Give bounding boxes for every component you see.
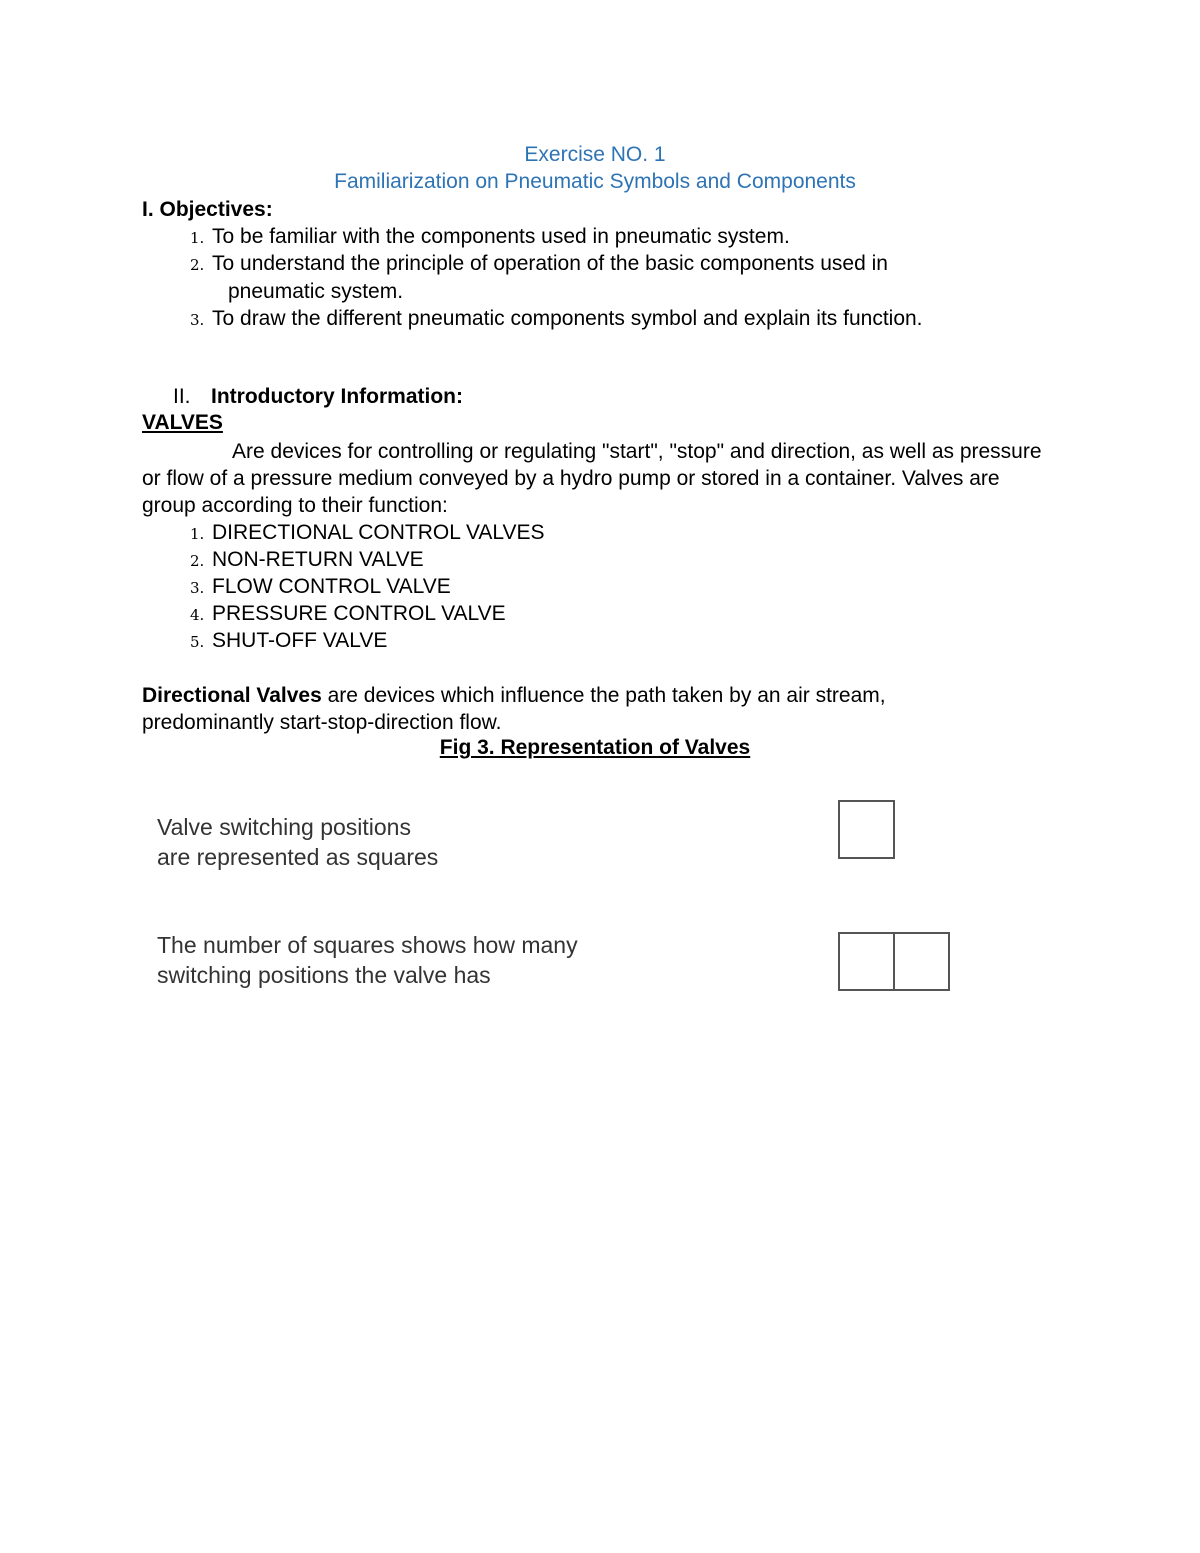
directional-valves-text: are devices which influence the path taken by an air stream, predominantly start-stop-direction flow. [142,684,886,734]
valve-type-item [190,548,424,573]
list-number: 1. [190,229,205,247]
exercise-subtitle: Familiarization on Pneumatic Symbols and Components [334,170,856,193]
objective-item [190,252,888,277]
intro-heading [173,385,463,409]
two-position-square-left [838,932,895,991]
valve-type-item [190,602,506,627]
directional-valves-term: Directional Valves [142,684,322,707]
directional-valves-paragraph [142,682,1022,736]
list-number: 2. [190,552,205,570]
valves-paragraph [142,438,1042,519]
valve-type-item [190,575,451,600]
figure-text-line: are represented as squares [157,844,439,870]
valves-paragraph-text: Are devices for controlling or regulating "start", "stop" and direction, as well as pressure or flow of a pressure medium conveyed by a hydro pump or stored in a container. Valves are group according to their function: [142,440,1042,517]
objectives-heading: I. Objectives: [142,198,273,221]
valve-type-item [190,629,387,654]
valve-type-label: PRESSURE CONTROL VALVE [212,602,506,625]
valve-type-item [190,521,545,546]
exercise-title: Exercise NO. 1 [524,143,666,166]
list-number: 4. [190,606,205,624]
section-number: II. [173,385,191,408]
objective-text: To be familiar with the components used in pneumatic system. [212,225,790,248]
objective-text: To draw the different pneumatic components symbol and explain its function. [212,307,923,330]
figure-caption: Fig 3. Representation of Valves [439,736,751,759]
valve-type-label: NON-RETURN VALVE [212,548,424,571]
objective-item [190,307,923,332]
valve-type-label: DIRECTIONAL CONTROL VALVES [212,521,545,544]
figure-text-line: switching positions the valve has [157,962,491,988]
valve-type-label: SHUT-OFF VALVE [212,629,388,652]
two-position-square-right [893,932,950,991]
valves-heading: VALVES [142,411,223,434]
valve-type-label: FLOW CONTROL VALVE [212,575,451,598]
list-number: 1. [190,525,205,543]
figure-text-line: The number of squares shows how many [157,932,578,958]
figure-text-line: Valve switching positions [157,814,411,840]
figure-row1-text [157,812,438,872]
objective-text-continuation: pneumatic system. [228,280,404,303]
list-number: 3. [190,579,205,597]
section-label: Introductory Information: [211,385,463,408]
single-position-square [838,800,895,859]
objective-text: To understand the principle of operation of the basic components used in [212,252,888,275]
figure-row2-text [157,930,578,990]
objective-item [190,225,790,250]
list-number: 2. [190,256,205,274]
list-number: 5. [190,633,205,651]
list-number: 3. [190,311,205,329]
